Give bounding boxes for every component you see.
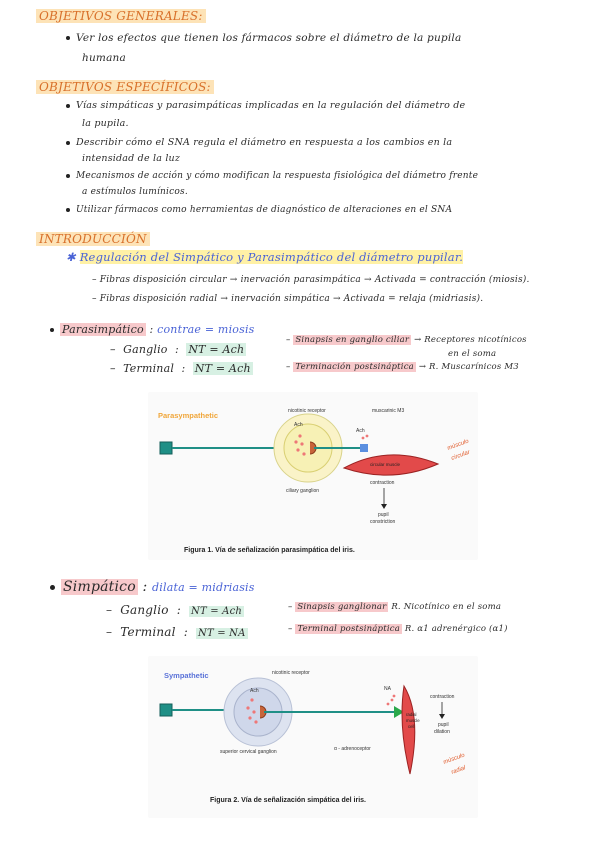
fig1-pupil-label: pupil (378, 512, 389, 518)
fig2-side-note-1: músculo (442, 752, 466, 766)
ach-dot (302, 452, 305, 455)
fig2-muscle-label-3: cell (408, 724, 415, 729)
ach-dot (250, 698, 253, 701)
ach-dot (248, 716, 251, 719)
specific-item-2-cont: intensidad de la luz (82, 153, 181, 164)
fig1-title: Parasympathetic (158, 411, 219, 420)
fig1-ach2-label: Ach (356, 428, 365, 434)
parasympathetic-diagram (148, 392, 478, 560)
specific-item-2: Describir cómo el SNA regula el diámetro en respuesta a los cambios en la (66, 137, 452, 148)
para-note-1: – Sinapsis en ganglio ciliar → Receptores nicotínicos (286, 335, 527, 345)
fig1-muscle-label: circular muscle (370, 462, 401, 467)
para-ganglio: – Ganglio : NT = Ach (110, 343, 245, 356)
ach-dot (300, 442, 303, 445)
nerve-terminal-icon (360, 444, 368, 452)
asterisk-icon: ✱ (66, 250, 80, 264)
para-note-2: – Terminación postsináptica → R. Muscarínicos M3 (286, 362, 519, 372)
fig1-contraction-label: contraction (370, 480, 395, 486)
specific-item-1-cont: la pupila. (82, 118, 129, 129)
ach-dot (366, 435, 369, 438)
fig1-ach-label: Ach (294, 422, 303, 428)
fig1-side-note-2: circular (450, 449, 471, 462)
bullet-icon (50, 585, 55, 590)
ach-dot (362, 437, 365, 440)
bullet-icon (66, 174, 70, 178)
neuron-soma-icon (160, 442, 172, 454)
para-label: Parasimpático : contrae = miosis (50, 323, 255, 336)
radial-muscle-icon (402, 686, 415, 774)
para-note-1-cont: en el soma (448, 349, 497, 359)
fig2-title: Sympathetic (164, 671, 209, 680)
ach-dot (252, 710, 255, 713)
fig1-muscarinic-label: muscarinic M3 (372, 408, 405, 414)
fig1-ganglion-label: ciliary ganglion (286, 488, 320, 494)
figure-2 (148, 656, 478, 818)
fig1-caption: Figura 1. Vía de señalización parasimpática del iris. (184, 547, 355, 554)
ach-dot (296, 448, 299, 451)
fig2-muscle-label-1: radial (406, 712, 417, 717)
ach-dot (246, 706, 249, 709)
general-heading: OBJETIVOS GENERALES: (36, 9, 206, 23)
ach-dot (298, 434, 301, 437)
ach-dot (294, 440, 297, 443)
general-item-cont: humana (82, 52, 126, 64)
bullet-icon (66, 36, 70, 40)
fig2-nicotinic-label: nicotinic receptor (272, 670, 310, 676)
fig1-constriction-label: constriction (370, 519, 396, 525)
fig2-caption: Figura 2. Vía de señalización simpática del iris. (210, 797, 367, 804)
fig2-side-note-2: radial (450, 765, 467, 776)
fig2-contraction-label: contraction (430, 694, 455, 700)
symp-terminal: – Terminal : NT = NA (106, 625, 246, 639)
specific-item-1: Vías simpáticas y parasimpáticas implicadas en la regulación del diámetro de (66, 100, 465, 111)
arrowhead-icon (381, 504, 387, 509)
bullet-icon (50, 328, 54, 332)
na-dot (393, 695, 396, 698)
fibers-radial: – Fibras disposición radial → inervación simpática → Activada = relaja (midriasis). (92, 294, 484, 304)
para-terminal: – Terminal : NT = Ach (110, 362, 251, 375)
specific-item-3: Mecanismos de acción y cómo modifican la respuesta fisiológica del diámetro frente (66, 171, 478, 181)
bullet-icon (66, 208, 70, 212)
na-dot (387, 703, 390, 706)
bullet-icon (66, 104, 70, 108)
general-item: Ver los efectos que tienen los fármacos sobre el diámetro de la pupila (66, 32, 461, 44)
neuron-soma-icon (160, 704, 172, 716)
fig2-muscle-label-2: muscle (406, 718, 420, 723)
sympathetic-diagram (148, 656, 478, 818)
ach-dot (254, 720, 257, 723)
symp-note-2: – Terminal postsináptica R. α1 adrenérgico (α1) (288, 624, 508, 634)
specific-heading: OBJETIVOS ESPECÍFICOS: (36, 80, 214, 94)
specific-item-4: Utilizar fármacos como herramientas de diagnóstico de alteraciones en el SNA (66, 205, 452, 215)
fig2-alpha-label: α - adrenoceptor (334, 746, 371, 752)
fig2-pupil-label: pupil (438, 722, 449, 728)
symp-note-1: – Sinapsis ganglionar R. Nicotínico en el soma (288, 602, 502, 612)
arrowhead-icon (439, 714, 445, 719)
figure-1 (148, 392, 478, 560)
fig2-ganglion-label: superior cervical ganglion (220, 749, 277, 755)
fig2-dilation-label: dilation (434, 729, 450, 735)
intro-subheading: ✱ Regulación del Simpático y Parasimpático del diámetro pupilar. (66, 250, 464, 264)
fibers-circular: – Fibras disposición circular → inervación parasimpática → Activada = contracción (miosis). (92, 275, 530, 285)
fig2-ach-label: Ach (250, 688, 259, 694)
specific-item-3-cont: a estímulos lumínicos. (82, 187, 188, 197)
na-dot (391, 699, 394, 702)
fig1-nicotinic-label: nicotinic receptor (288, 408, 326, 414)
fig1-side-note-1: músculo (446, 438, 470, 452)
symp-label: Simpático : dilata = midriasis (50, 579, 255, 595)
symp-ganglio: – Ganglio : NT = Ach (106, 603, 243, 617)
bullet-icon (66, 141, 70, 145)
intro-heading: INTRODUCCIÓN (36, 232, 150, 246)
fig2-na-label: NA (384, 686, 391, 692)
